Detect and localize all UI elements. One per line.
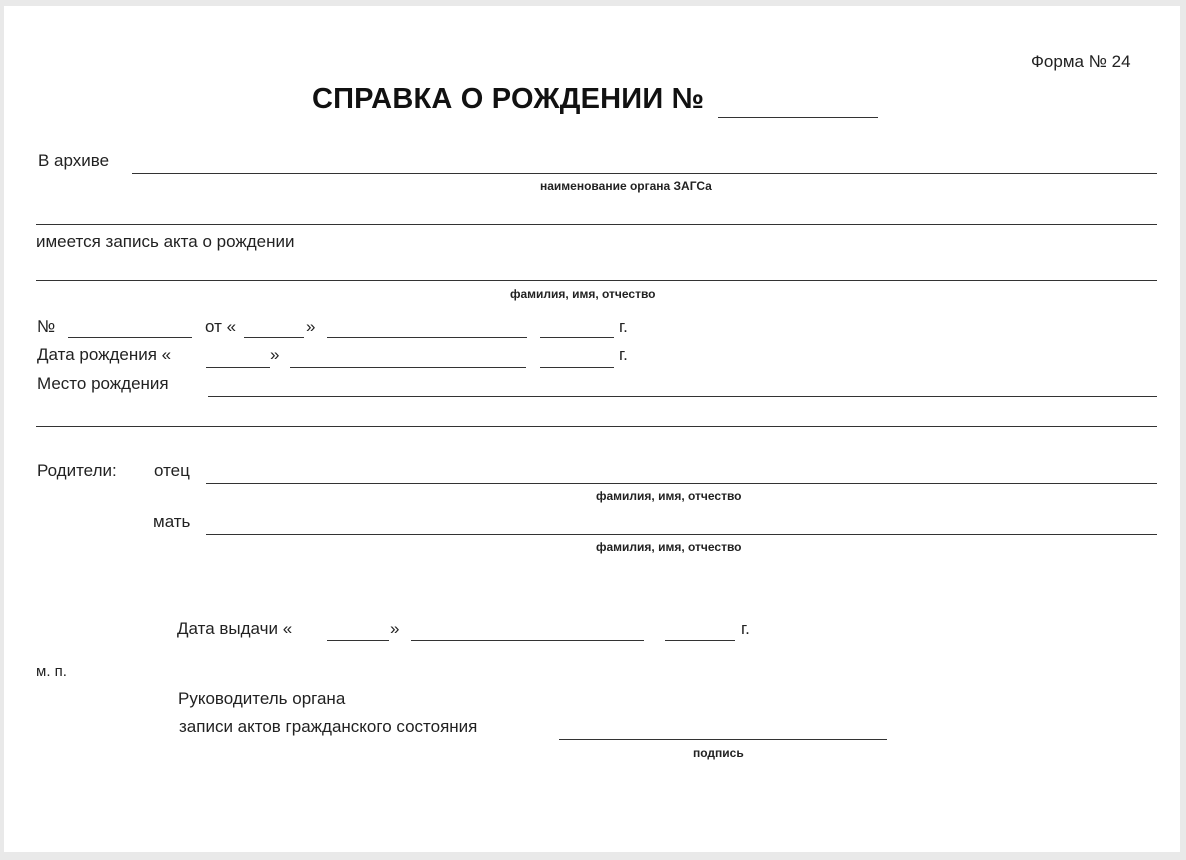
birth-place-label: Место рождения — [37, 374, 169, 393]
archive-field-line-2[interactable] — [36, 224, 1157, 225]
father-label: отец — [154, 461, 190, 480]
signature-field[interactable] — [559, 739, 887, 740]
parents-label: Родители: — [37, 461, 117, 480]
mother-label: мать — [153, 512, 191, 531]
birth-place-field[interactable] — [208, 396, 1157, 397]
full-name-field[interactable] — [36, 280, 1157, 281]
issue-date-label: Дата выдачи « — [177, 619, 293, 638]
birth-day-field[interactable] — [206, 367, 270, 368]
issue-month-field[interactable] — [411, 640, 644, 641]
issue-quote-close: » — [390, 619, 400, 638]
record-day-field[interactable] — [244, 337, 304, 338]
birth-year-suffix: г. — [619, 345, 628, 364]
stamp-place: м. п. — [36, 663, 67, 680]
head-title-line-1: Руководитель органа — [178, 689, 346, 708]
record-label: имеется запись акта о рождении — [36, 232, 295, 251]
certificate-number-field[interactable] — [718, 117, 878, 118]
signature-caption: подпись — [693, 746, 744, 760]
page-title: СПРАВКА О РОЖДЕНИИ № — [312, 83, 705, 115]
birth-date-label: Дата рождения « — [37, 345, 172, 364]
head-title-line-2: записи актов гражданского состояния — [179, 717, 478, 736]
mother-name-caption: фамилия, имя, отчество — [596, 540, 742, 554]
father-name-field[interactable] — [206, 483, 1157, 484]
archive-label: В архиве — [38, 151, 110, 170]
issue-year-suffix: г. — [741, 619, 750, 638]
certificate-page — [4, 6, 1180, 852]
record-from-label: от « — [205, 317, 237, 336]
form-number: Форма № 24 — [1031, 52, 1131, 71]
birth-month-field[interactable] — [290, 367, 526, 368]
record-number-label: № — [37, 317, 56, 336]
full-name-caption: фамилия, имя, отчество — [510, 287, 656, 301]
record-year-field[interactable] — [540, 337, 614, 338]
father-name-caption: фамилия, имя, отчество — [596, 489, 742, 503]
archive-caption: наименование органа ЗАГСа — [540, 179, 712, 193]
record-number-field[interactable] — [68, 337, 192, 338]
issue-year-field[interactable] — [665, 640, 735, 641]
birth-place-field-line-2[interactable] — [36, 426, 1157, 427]
birth-year-field[interactable] — [540, 367, 614, 368]
record-quote-close: » — [306, 317, 316, 336]
mother-name-field[interactable] — [206, 534, 1157, 535]
record-month-field[interactable] — [327, 337, 527, 338]
issue-day-field[interactable] — [327, 640, 389, 641]
birth-quote-close: » — [270, 345, 280, 364]
record-year-suffix: г. — [619, 317, 628, 336]
archive-field[interactable] — [132, 173, 1157, 174]
